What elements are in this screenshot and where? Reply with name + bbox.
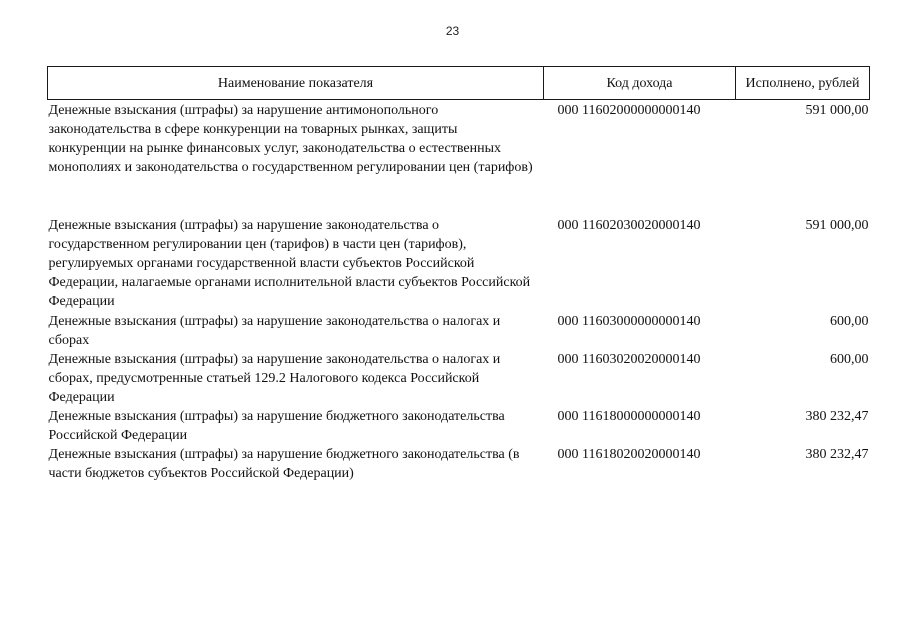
indicator-name: Денежные взыскания (штрафы) за нарушение бюджетного законодательства (в части бюджетов субъектов Российской Федерации) xyxy=(48,447,520,481)
revenue-code: 000 11602000000000140 xyxy=(557,103,701,118)
table-row xyxy=(48,312,870,350)
indicator-name: Денежные взыскания (штрафы) за нарушение законодательства о налогах и сборах xyxy=(48,314,501,348)
revenue-code: 000 11603000000000140 xyxy=(557,314,701,329)
page-number: 23 xyxy=(445,24,460,38)
revenue-table xyxy=(47,66,870,483)
table-row xyxy=(48,100,870,217)
table-header xyxy=(48,67,870,100)
table-row xyxy=(48,350,870,407)
table-header-row xyxy=(48,67,870,100)
indicator-name: Денежные взыскания (штрафы) за нарушение антимонопольного законодательства в сфере конкуренции на товарных рынках, защиты конкуренции на рынке финансовых услуг, законодательства о естественных монополиях и законодательства о государственном регулировании цен (тарифов) xyxy=(48,103,533,175)
indicator-name: Денежные взыскания (штрафы) за нарушение законодательства о налогах и сборах, предусмотренные статьей 129.2 Налогового кодекса Российской Федерации xyxy=(48,352,501,405)
executed-amount: 591 000,00 xyxy=(805,103,869,118)
header-revenue-code: Код дохода xyxy=(544,67,736,100)
indicator-name: Денежные взыскания (штрафы) за нарушение законодательства о государственном регулировании цен (тарифов) в части цен (тарифов), регулируемых органами государственной власти субъектов Российской Федерации, налагаемые органами исполнительной власти субъектов Российской Федерации xyxy=(48,218,531,309)
revenue-code: 000 11602030020000140 xyxy=(557,218,701,233)
header-executed-amount: Исполнено, рублей xyxy=(736,67,870,100)
executed-amount: 591 000,00 xyxy=(805,218,869,233)
executed-amount: 600,00 xyxy=(830,352,869,367)
table-body xyxy=(48,100,870,484)
revenue-code: 000 11603020020000140 xyxy=(557,352,701,367)
executed-amount: 600,00 xyxy=(830,314,869,329)
executed-amount: 380 232,47 xyxy=(805,447,869,462)
revenue-code: 000 11618020020000140 xyxy=(557,447,701,462)
table-row xyxy=(48,407,870,445)
executed-amount: 380 232,47 xyxy=(805,409,869,424)
header-indicator-name: Наименование показателя xyxy=(48,67,544,100)
table-row xyxy=(48,216,870,312)
table-row xyxy=(48,445,870,483)
revenue-code: 000 11618000000000140 xyxy=(557,409,701,424)
indicator-name: Денежные взыскания (штрафы) за нарушение бюджетного законодательства Российской Федерации xyxy=(48,409,505,443)
